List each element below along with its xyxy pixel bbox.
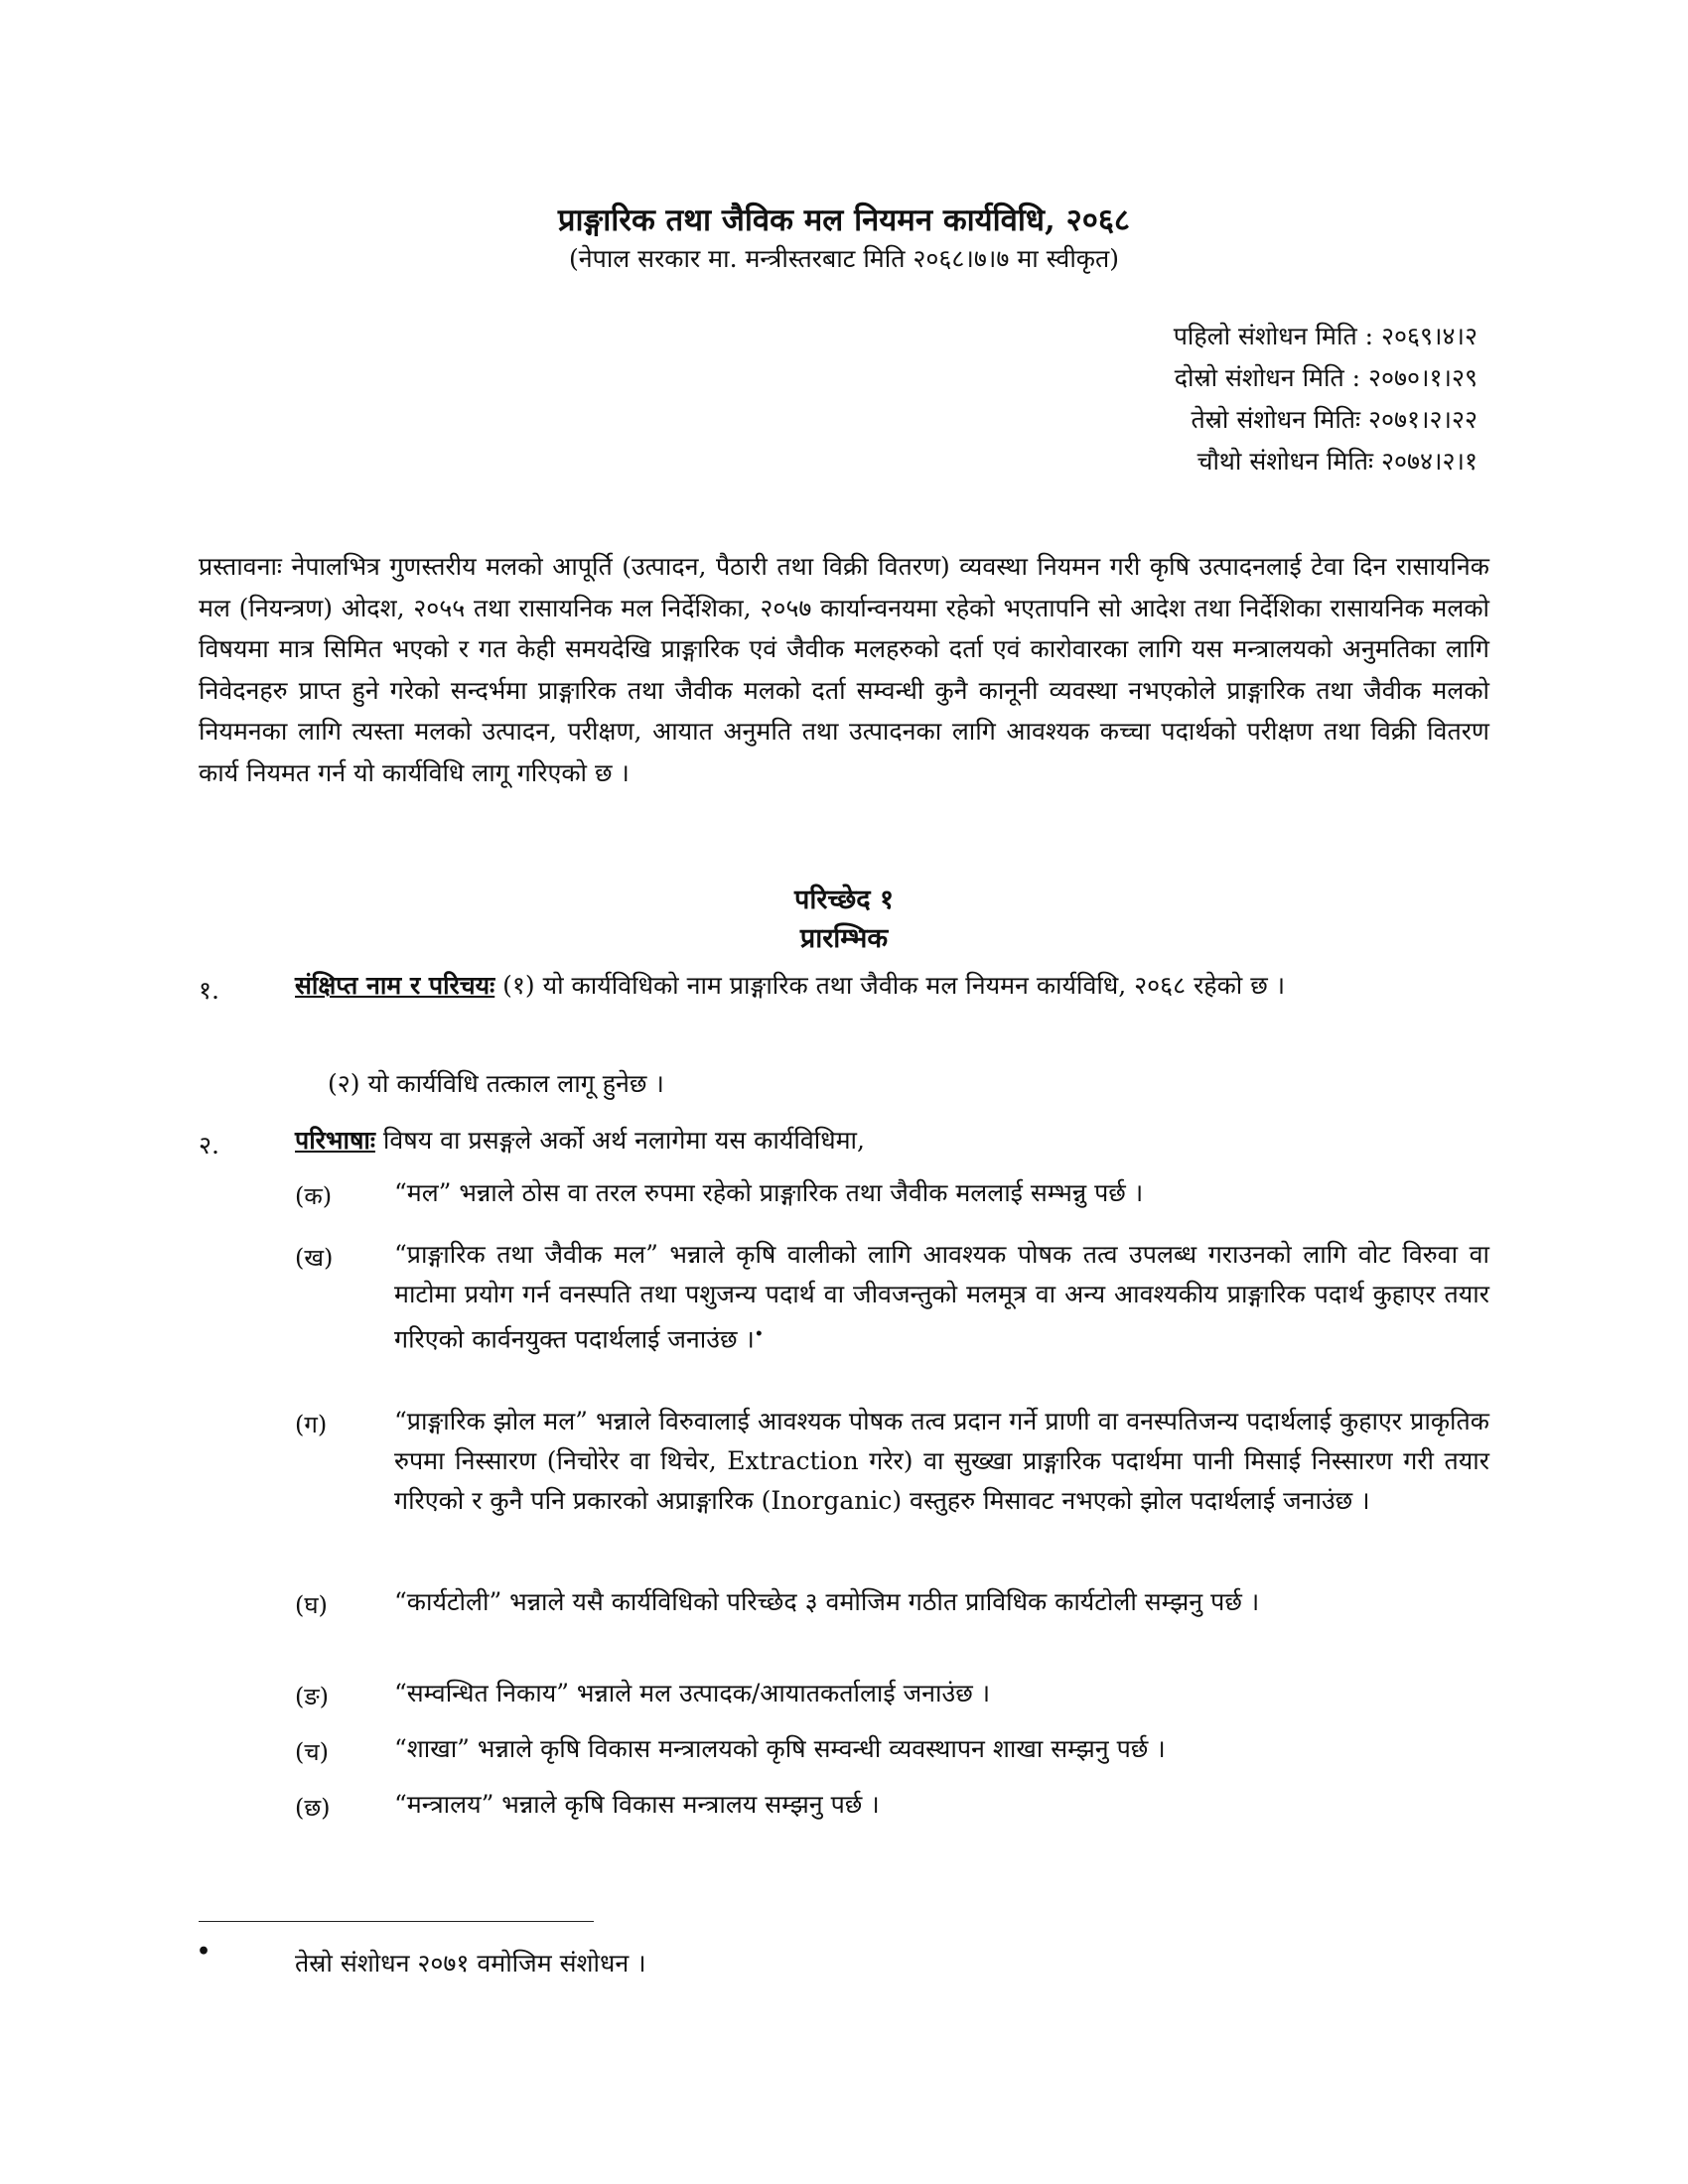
document-title: प्राङ्गारिक तथा जैविक मल नियमन कार्यविधि, २०६८: [557, 203, 1131, 238]
section-1-paragraph: [295, 965, 1489, 1006]
definition-label: (घ): [295, 1591, 328, 1619]
definition-text: [394, 1235, 1489, 1359]
section-text: (१) यो कार्यविधिको नाम प्राङ्गारिक तथा जैवीक मल नियमन कार्यविधि, २०६८ रहेको छ ।: [494, 971, 1286, 1000]
definition-text: “प्राङ्गारिक झोल मल” भन्नाले विरुवालाई आवश्यक पोषक तत्व प्रदान गर्ने प्राणी वा वनस्पतिजन्य पदार्थलाई कुहाएर प्राकृतिक रुपमा निस्सारण (निचोरेर वा थिचेर, Extraction गरेर) वा सुख्खा प्राङ्गारिक पदार्थमा पानी मिसाई निस्सारण गरी तयार गरिएको र कुनै पनि प्रकारको अप्राङ्गारिक (Inorganic) वस्तुहरु मिसावट नभएको झोल पदार्थलाई जनाउंछ ।: [394, 1407, 1489, 1515]
section-text: विषय वा प्रसङ्गले अर्को अर्थ नलागेमा यस कार्यविधिमा,: [374, 1126, 865, 1155]
footnote-marker: •: [197, 1939, 211, 1965]
definition-body: “प्राङ्गारिक तथा जैवीक मल” भन्नाले कृषि वालीको लागि आवश्यक पोषक तत्व उपलब्ध गराउनको लागि वोट विरुवा वा माटोमा प्रयोग गर्न वनस्पति तथा पशुजन्य पदार्थ वा जीवजन्तुको मलमूत्र वा अन्य आवश्यकीय प्राङ्गारिक पदार्थ कुहाएर तयार गरिएको कार्वनयुक्त पदार्थलाई जनाउंछ ।: [394, 1240, 1489, 1354]
footnote-text: तेस्रो संशोधन २०७१ वमोजिम संशोधन ।: [295, 1949, 646, 1978]
amendment-line: चौथो संशोधन मितिः २०७४।२।१: [1196, 447, 1477, 476]
definition-text: “मन्त्रालय” भन्नाले कृषि विकास मन्त्रालय सम्झनु पर्छ ।: [394, 1790, 880, 1819]
definition-label: (ङ): [295, 1683, 330, 1710]
definition-text: “कार्यटोली” भन्नाले यसै कार्यविधिको परिच्छेद ३ वमोजिम गठीत प्राविधिक कार्यटोली सम्झनु पर्छ ।: [394, 1587, 1260, 1616]
amendment-line: तेस्रो संशोधन मितिः २०७१।२।२२: [1191, 405, 1477, 434]
definition-label: (क): [295, 1182, 333, 1210]
definition-label: (छ): [295, 1794, 331, 1822]
section-heading: परिभाषाः: [295, 1126, 375, 1155]
definition-label: (ख): [295, 1244, 334, 1272]
amendment-dates: [1174, 316, 1477, 482]
definition-text: “शाखा” भन्नाले कृषि विकास मन्त्रालयको कृषि सम्वन्धी व्यवस्थापन शाखा सम्झनु पर्छ ।: [394, 1734, 1166, 1763]
footnote-separator: [199, 1921, 594, 1922]
section-1-subclause: (२) यो कार्यविधि तत्काल लागू हुनेछ ।: [328, 1069, 664, 1098]
section-number: १.: [199, 976, 219, 1005]
definition-text: “मल” भन्नाले ठोस वा तरल रुपमा रहेको प्राङ्गारिक तथा जैवीक मललाई सम्भन्नु पर्छ ।: [394, 1178, 1144, 1207]
chapter-title: प्रारम्भिक: [799, 923, 889, 954]
document-subtitle: (नेपाल सरकार मा. मन्त्रीस्तरबाट मिति २०६८।७।७ मा स्वीकृत): [568, 244, 1119, 273]
preamble-paragraph: प्रस्तावनाः नेपालभित्र गुणस्तरीय मलको आपूर्ति (उत्पादन, पैठारी तथा विक्री वितरण) व्यवस्था नियमन गरी कृषि उत्पादनलाई टेवा दिन रासायनिक मल (नियन्त्रण) ओदश, २०५५ तथा रासायनिक मल निर्देशिका, २०५७ कार्यान्वनयमा रहेको भएतापनि सो आदेश तथा निर्देशिका रासायनिक मलको विषयमा मात्र सिमित भएको र गत केही समयदेखि प्राङ्गारिक एवं जैवीक मलहरुको दर्ता एवं कारोवारका लागि यस मन्त्रालयको अनुमतिका लागि निवेदनहरु प्राप्त हुने गरेको सन्दर्भमा प्राङ्गारिक तथा जैवीक मलको दर्ता सम्वन्धी कुनै कानूनी व्यवस्था नभएकोले प्राङ्गारिक तथा जैवीक मलको नियमनका लागि त्यस्ता मलको उत्पादन, परीक्षण, आयात अनुमति तथा उत्पादनका लागि आवश्यक कच्चा पदार्थको परीक्षण तथा विक्री वितरण कार्य नियमत गर्न यो कार्यविधि लागू गरिएको छ ।: [199, 552, 1489, 787]
section-number: २.: [199, 1131, 219, 1160]
section-heading: संक्षिप्त नाम र परिचयः: [295, 971, 495, 1000]
definition-label: (ग): [295, 1411, 328, 1438]
section-2-paragraph: [295, 1120, 1489, 1160]
definition-label: (च): [295, 1738, 329, 1766]
footnote-marker: •: [754, 1326, 764, 1342]
amendment-line: पहिलो संशोधन मिति : २०६९।४।२: [1173, 322, 1477, 350]
amendment-line: दोस्रो संशोधन मिति : २०७०।१।२९: [1174, 363, 1477, 392]
definition-text: “सम्वन्धित निकाय” भन्नाले मल उत्पादक/आयातकर्तालाई जनाउंछ ।: [394, 1679, 991, 1707]
chapter-number: परिच्छेद १: [793, 885, 894, 915]
